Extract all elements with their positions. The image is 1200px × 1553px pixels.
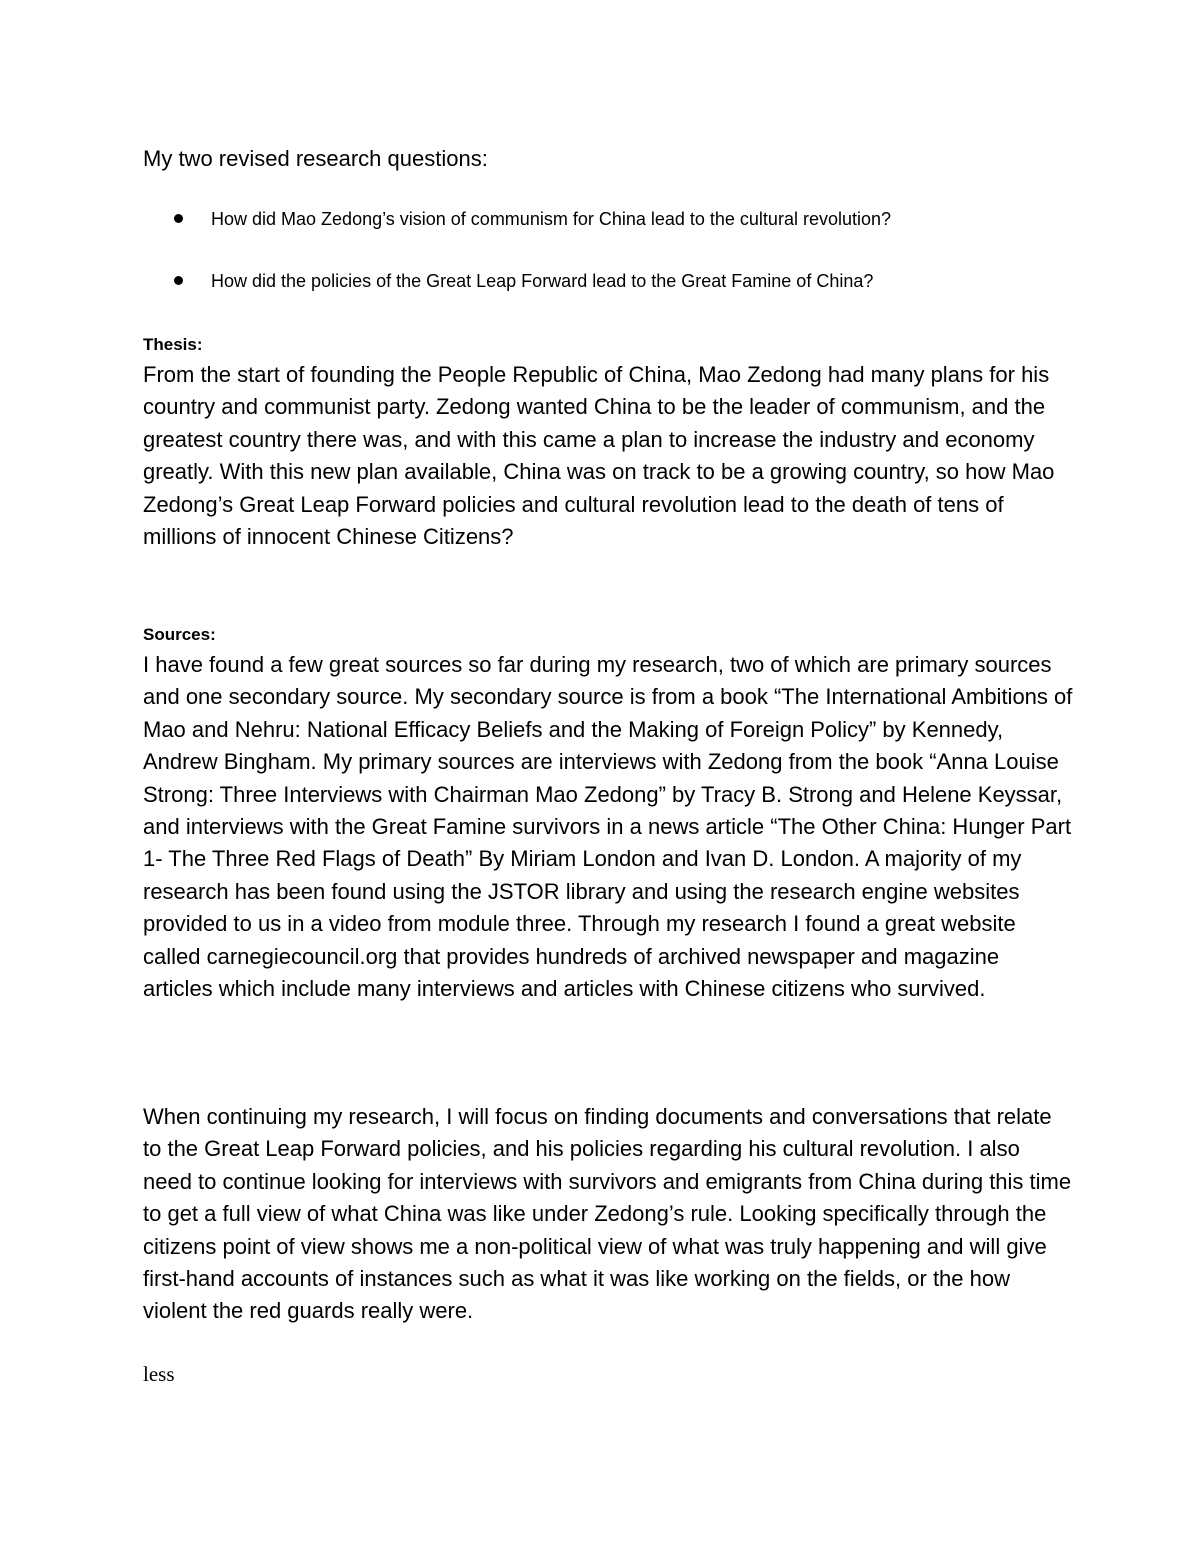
research-question-2 (143, 267, 1103, 295)
sources-paragraph: I have found a few great sources so far during my research, two of which are primary sources and one secondary source. My secondary source is from a book “The International Ambitions of Mao and Nehru: National Efficacy Beliefs and the Making of Foreign Policy” by Kennedy, Andrew Bingham. My primary sources are interviews with Zedong from the book “Anna Louise Strong: Three Interviews with Chairman Mao Zedong” by Tracy B. Strong and Helene Keyssar, and interviews with the Great Famine survivors in a news article “The Other China: Hunger Part 1- The Three Red Flags of Death” By Miriam London and Ivan D. London. A majority of my research has been found using the JSTOR library and using the research engine websites provided to us in a video from module three. Through my research I found a great website called carnegiecouncil.org that provides hundreds of archived newspaper and magazine articles which include many interviews and articles with Chinese citizens who survived. (143, 652, 1073, 1002)
intro-line: My two revised research questions: (143, 146, 488, 171)
sources-heading: Sources: (143, 625, 216, 644)
trailing-text: less (143, 1362, 175, 1386)
bullet-dot-icon (174, 214, 183, 223)
research-question-1 (143, 205, 1103, 233)
thesis-heading: Thesis: (143, 335, 203, 354)
bullet-dot-icon (174, 276, 183, 285)
research-question-text: How did Mao Zedong’s vision of communism for China lead to the cultural revolution? (211, 209, 892, 229)
thesis-paragraph: From the start of founding the People Republic of China, Mao Zedong had many plans for his country and communist party. Zedong wanted China to be the leader of communism, and the greatest country there was, and with this came a plan to increase the industry and economy greatly. With this new plan available, China was on track to be a growing country, so how Mao Zedong’s Great Leap Forward policies and cultural revolution lead to the death of tens of millions of innocent Chinese Citizens? (143, 362, 1055, 550)
research-question-text: How did the policies of the Great Leap Forward lead to the Great Famine of China? (211, 271, 874, 291)
research-questions-list (143, 205, 1103, 329)
continuing-research-paragraph: When continuing my research, I will focus on finding documents and conversations that relate to the Great Leap Forward policies, and his policies regarding his cultural revolution. I also need to continue looking for interviews with survivors and emigrants from China during this time to get a full view of what China was like under Zedong’s rule. Looking specifically through the citizens point of view shows me a non-political view of what was truly happening and will give first-hand accounts of instances such as what it was like working on the fields, or the how violent the red guards really were. (143, 1104, 1072, 1324)
